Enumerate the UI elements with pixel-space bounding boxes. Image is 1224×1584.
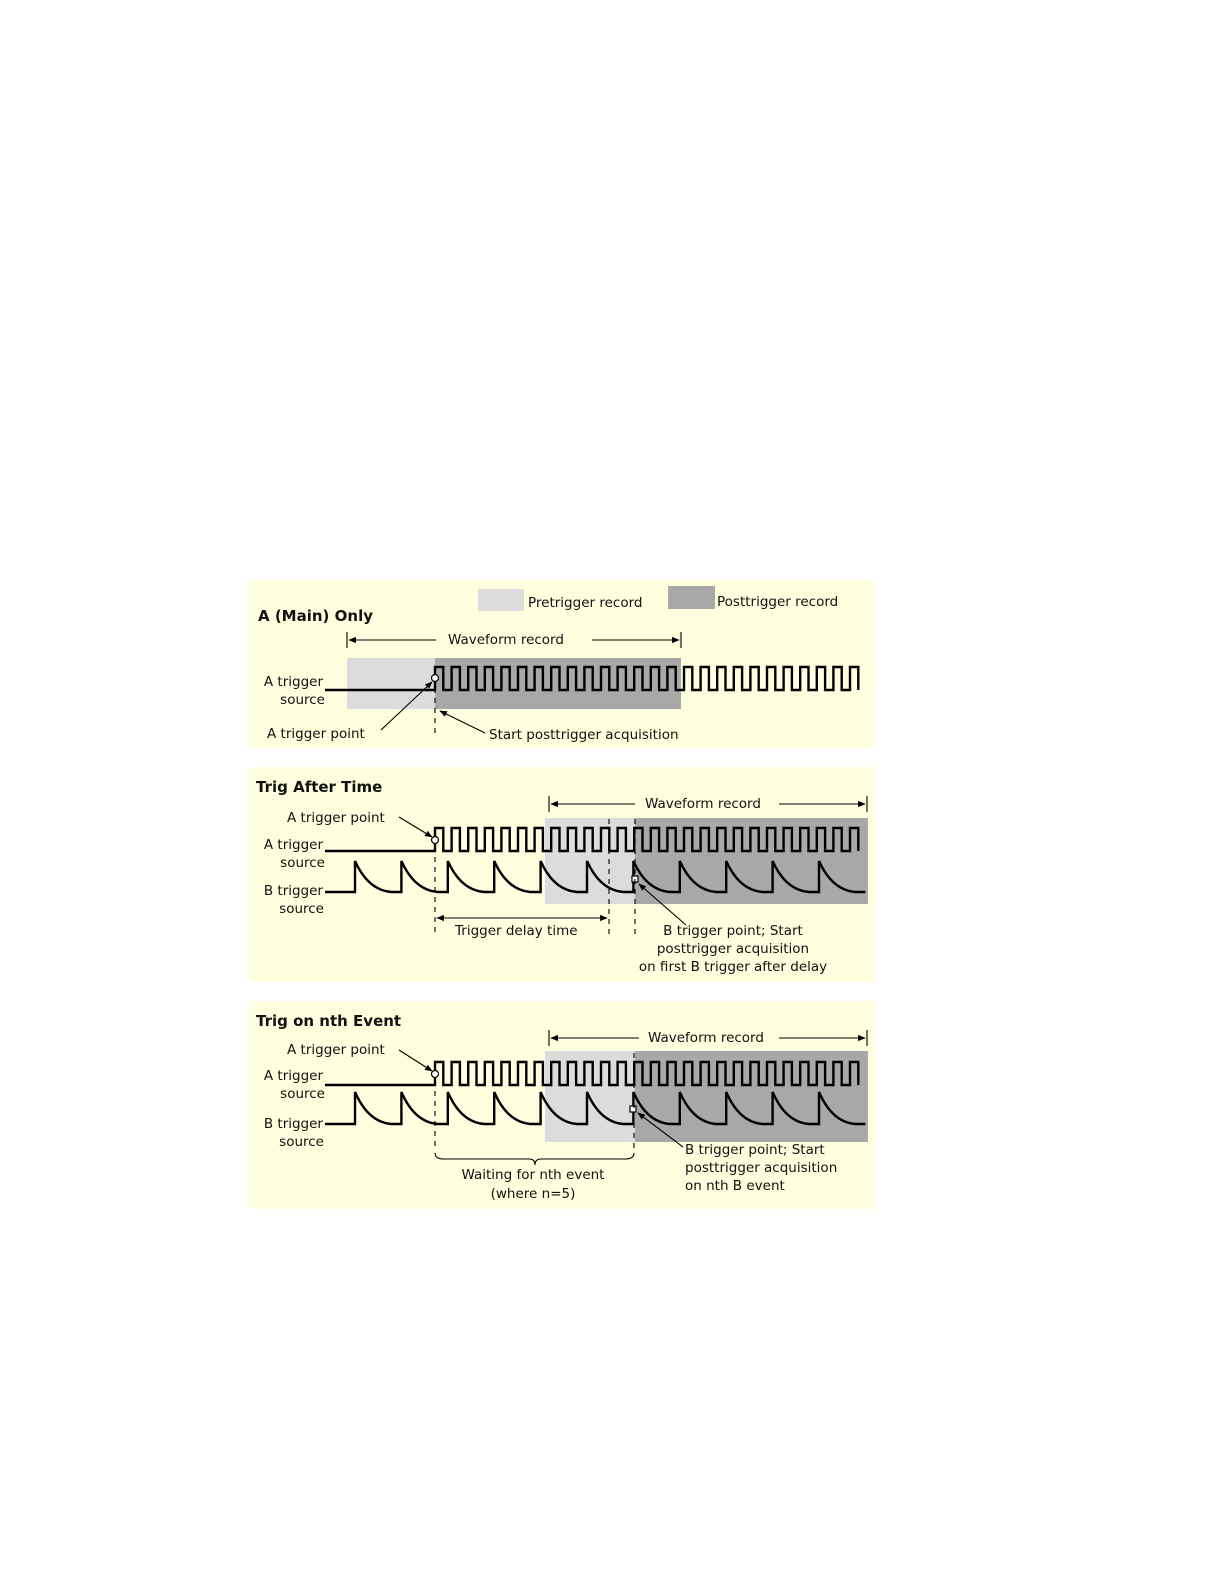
legend-pretrigger-swatch	[478, 589, 524, 611]
pretrigger-region	[347, 658, 435, 709]
waveform-record-label: Waveform record	[648, 1030, 764, 1046]
panel-title: Trig After Time	[256, 778, 383, 796]
waveform-record-label: Waveform record	[448, 632, 564, 648]
b-trigger-source-label-2: source	[279, 901, 324, 917]
legend-posttrigger-label: Posttrigger record	[717, 594, 839, 610]
waiting-brace	[435, 1153, 634, 1165]
panel-title: A (Main) Only	[258, 607, 373, 625]
panel-a-main-only	[249, 580, 875, 748]
a-trigger-point-leader	[399, 1050, 432, 1071]
legend-pretrigger-label: Pretrigger record	[528, 595, 643, 611]
a-trigger-point-marker	[432, 675, 439, 682]
waiting-label-2: (where n=5)	[490, 1186, 576, 1202]
diagram-trig-on-nth-event	[249, 1001, 875, 1209]
b-trigger-point-label-1: B trigger point; Start	[685, 1142, 825, 1158]
diagram-trig-after-time	[249, 767, 875, 982]
a-trigger-point-leader	[399, 817, 432, 837]
legend-posttrigger-swatch	[668, 586, 715, 609]
panel-trig-on-nth-event	[249, 1001, 875, 1209]
a-trigger-point-marker	[432, 837, 439, 844]
trigger-delay-label: Trigger delay time	[455, 923, 578, 939]
a-trigger-source-label-1: A trigger	[263, 1068, 323, 1084]
a-trigger-point-marker	[432, 1071, 439, 1078]
waveform-record-label: Waveform record	[645, 796, 761, 812]
b-trigger-point-label-2: posttrigger acquisition	[656, 941, 810, 957]
b-trigger-point-label-2: posttrigger acquisition	[685, 1160, 838, 1176]
b-trigger-source-label-1: B trigger	[263, 1116, 323, 1132]
panel-trig-after-time	[249, 767, 875, 982]
b-trigger-point-label-3: on first B trigger after delay	[638, 959, 828, 975]
b-trigger-point-label-3: on nth B event	[685, 1178, 785, 1194]
b-trigger-source-label-2: source	[279, 1134, 324, 1150]
a-trigger-source-label-2: source	[280, 692, 325, 708]
a-trigger-source-label-2: source	[280, 1086, 325, 1102]
a-trigger-point-label: A trigger point	[267, 726, 365, 742]
a-trigger-source-label-1: A trigger	[263, 674, 323, 690]
start-posttrigger-label: Start posttrigger acquisition	[489, 727, 679, 743]
a-trigger-point-label: A trigger point	[287, 1042, 385, 1058]
panel-title: Trig on nth Event	[256, 1012, 402, 1030]
posttrigger-region	[435, 658, 681, 709]
start-posttrigger-leader	[440, 711, 485, 733]
b-trigger-point-label-1: B trigger point; Start	[663, 923, 803, 939]
b-trigger-source-label-1: B trigger	[263, 883, 323, 899]
a-trigger-source-label-2: source	[280, 855, 325, 871]
waiting-label-1: Waiting for nth event	[461, 1167, 605, 1183]
diagram-a-main-only	[249, 580, 875, 748]
a-trigger-source-label-1: A trigger	[263, 837, 323, 853]
a-trigger-point-label: A trigger point	[287, 810, 385, 826]
b-trigger-point-marker	[630, 1106, 636, 1112]
